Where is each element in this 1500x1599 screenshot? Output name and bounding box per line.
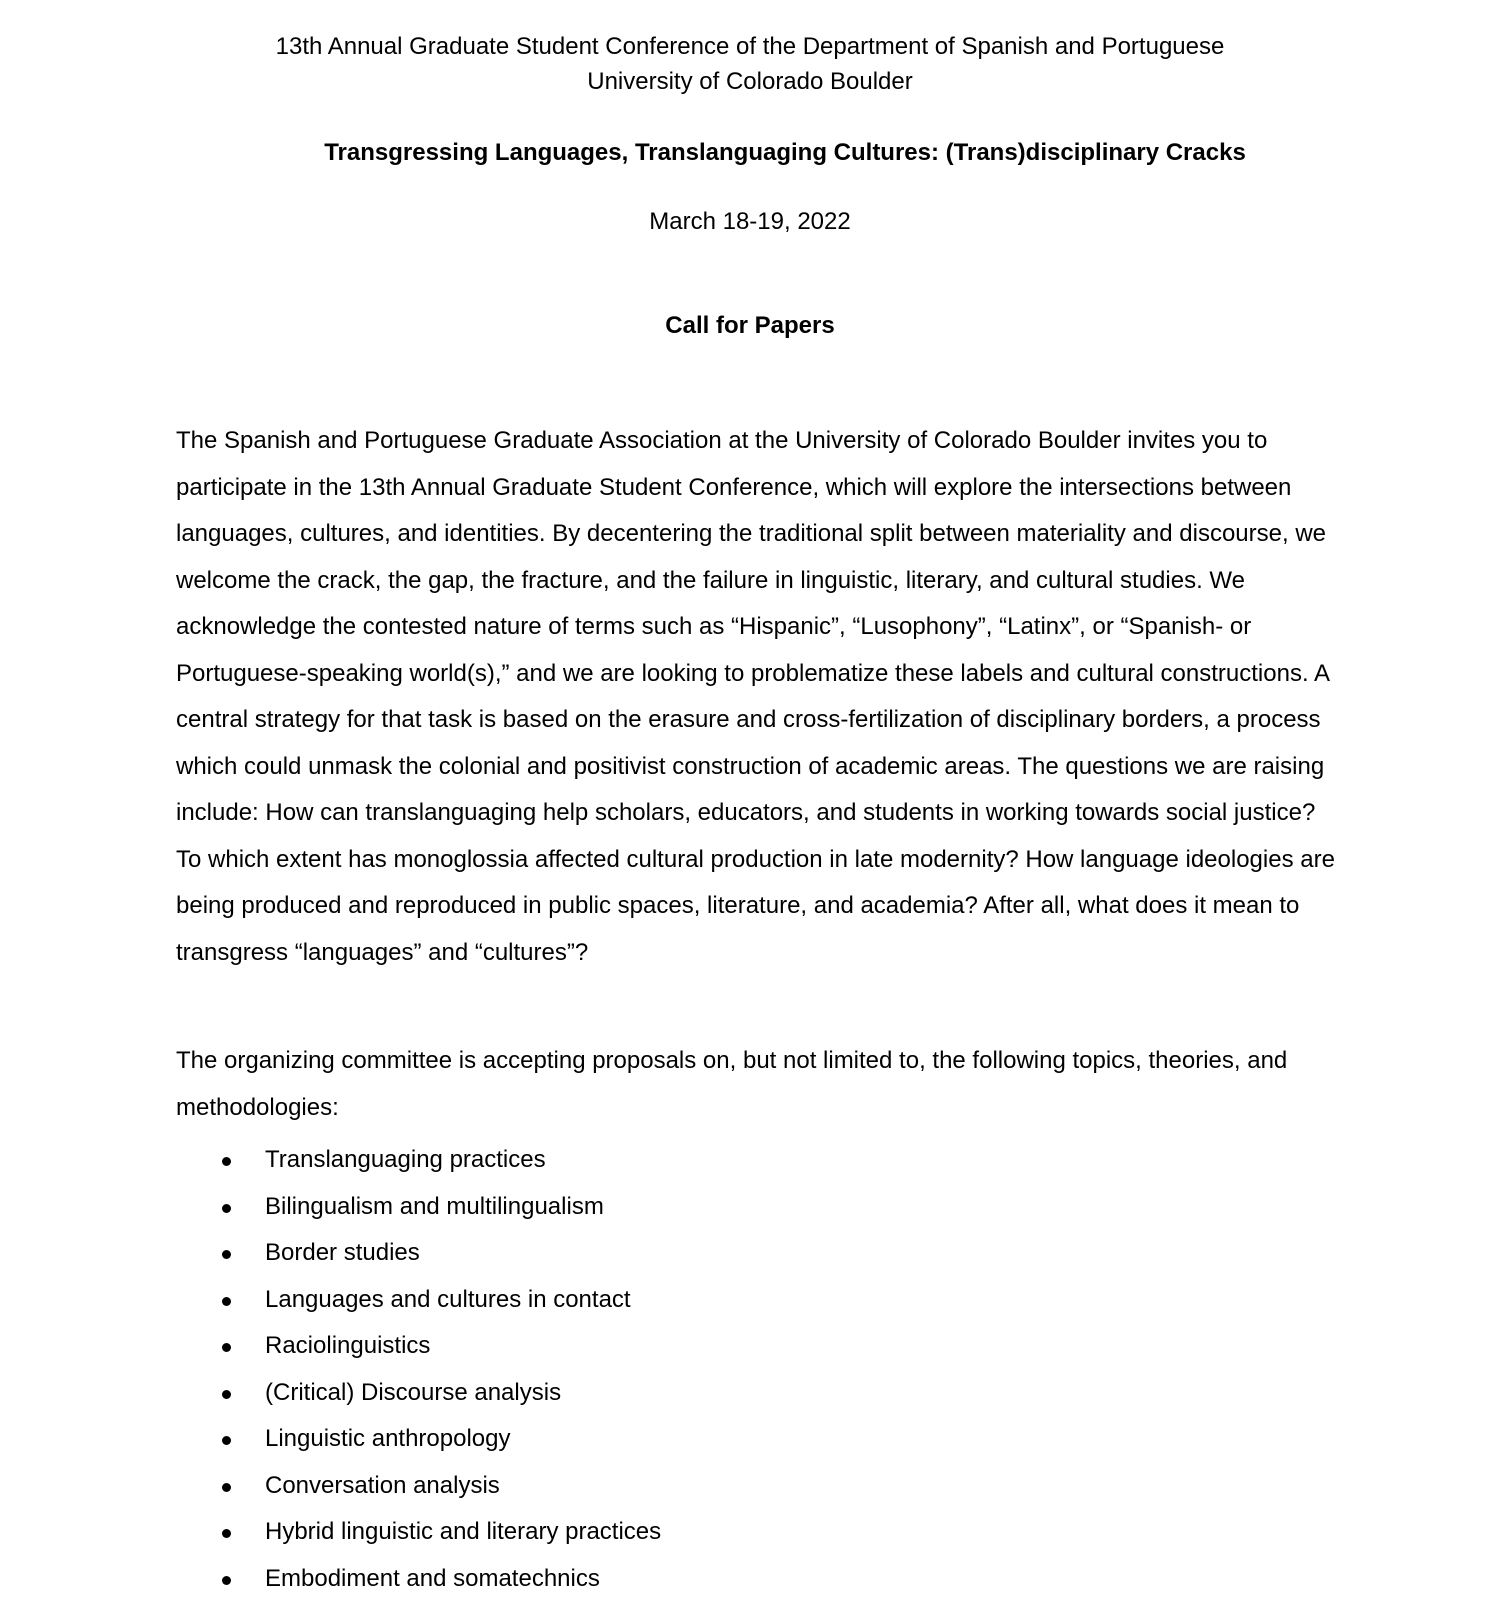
call-for-papers-heading: Call for Papers bbox=[665, 312, 835, 339]
topic-label: Hybrid linguistic and literary practices bbox=[265, 1518, 662, 1545]
conference-title: Transgressing Languages, Translanguaging Cultures: (Trans)disciplinary Cracks bbox=[324, 139, 1246, 166]
bullet-dot-icon bbox=[222, 1297, 231, 1306]
topic-list-item bbox=[0, 1285, 1500, 1332]
conference-header-line-2: University of Colorado Boulder bbox=[587, 68, 913, 95]
topic-list-item bbox=[0, 1564, 1500, 1599]
topic-list-item bbox=[0, 1424, 1500, 1471]
bullet-dot-icon bbox=[222, 1529, 231, 1538]
topic-label: Bilingualism and multilingualism bbox=[265, 1192, 604, 1220]
bullet-dot-icon bbox=[222, 1343, 231, 1352]
topic-list bbox=[0, 1145, 1500, 1599]
topic-list-item bbox=[0, 1378, 1500, 1425]
topic-label: Border studies bbox=[265, 1239, 420, 1266]
topic-list-item bbox=[0, 1517, 1500, 1564]
topic-label: Embodiment and somatechnics bbox=[265, 1564, 600, 1592]
topic-list-item bbox=[0, 1238, 1500, 1285]
topic-label: Conversation analysis bbox=[265, 1471, 500, 1499]
topic-list-item bbox=[0, 1192, 1500, 1239]
topic-list-item bbox=[0, 1145, 1500, 1192]
bullet-dot-icon bbox=[222, 1483, 231, 1492]
bullet-dot-icon bbox=[222, 1576, 231, 1585]
bullet-dot-icon bbox=[222, 1390, 231, 1399]
bullet-dot-icon bbox=[222, 1157, 231, 1166]
topic-label: Languages and cultures in contact bbox=[265, 1285, 631, 1313]
topic-label: Translanguaging practices bbox=[265, 1146, 546, 1173]
bullet-dot-icon bbox=[222, 1204, 231, 1213]
topics-intro-paragraph: The organizing committee is accepting proposals on, but not limited to, the following topics, theories, and methodologies: bbox=[176, 1047, 1288, 1121]
intro-paragraph: The Spanish and Portuguese Graduate Association at the University of Colorado Boulder invites you to participate in the 13th Annual Graduate Student Conference, which will explore the intersections between languages, cultures, and identities. By decentering the traditional split between materiality and discourse, we welcome the crack, the gap, the fracture, and the failure in linguistic, literary, and cultural studies. We acknowledge the contested nature of terms such as “Hispanic”, “Lusophony”, “Latinx”, or “Spanish- or Portuguese-speaking world(s),” and we are looking to problematize these labels and cultural constructions. A central strategy for that task is based on the erasure and cross-fertilization of disciplinary borders, a process which could unmask the colonial and positivist construction of academic areas. The questions we are raising include: How can translanguaging help scholars, educators, and students in working towards social justice? To which extent has monoglossia affected cultural production in late modernity? How language ideologies are being produced and reproduced in public spaces, literature, and academia? After all, what does it mean to transgress “languages” and “cultures”? bbox=[176, 427, 1335, 966]
bullet-dot-icon bbox=[222, 1436, 231, 1445]
topic-list-item bbox=[0, 1331, 1500, 1378]
bullet-dot-icon bbox=[222, 1250, 231, 1259]
topic-label: Raciolinguistics bbox=[265, 1332, 431, 1359]
conference-date: March 18-19, 2022 bbox=[649, 208, 851, 235]
topic-list-item bbox=[0, 1471, 1500, 1518]
topic-label: (Critical) Discourse analysis bbox=[265, 1378, 562, 1406]
topic-label: Linguistic anthropology bbox=[265, 1425, 511, 1452]
conference-header-line-1: 13th Annual Graduate Student Conference of the Department of Spanish and Portuguese bbox=[275, 33, 1225, 60]
